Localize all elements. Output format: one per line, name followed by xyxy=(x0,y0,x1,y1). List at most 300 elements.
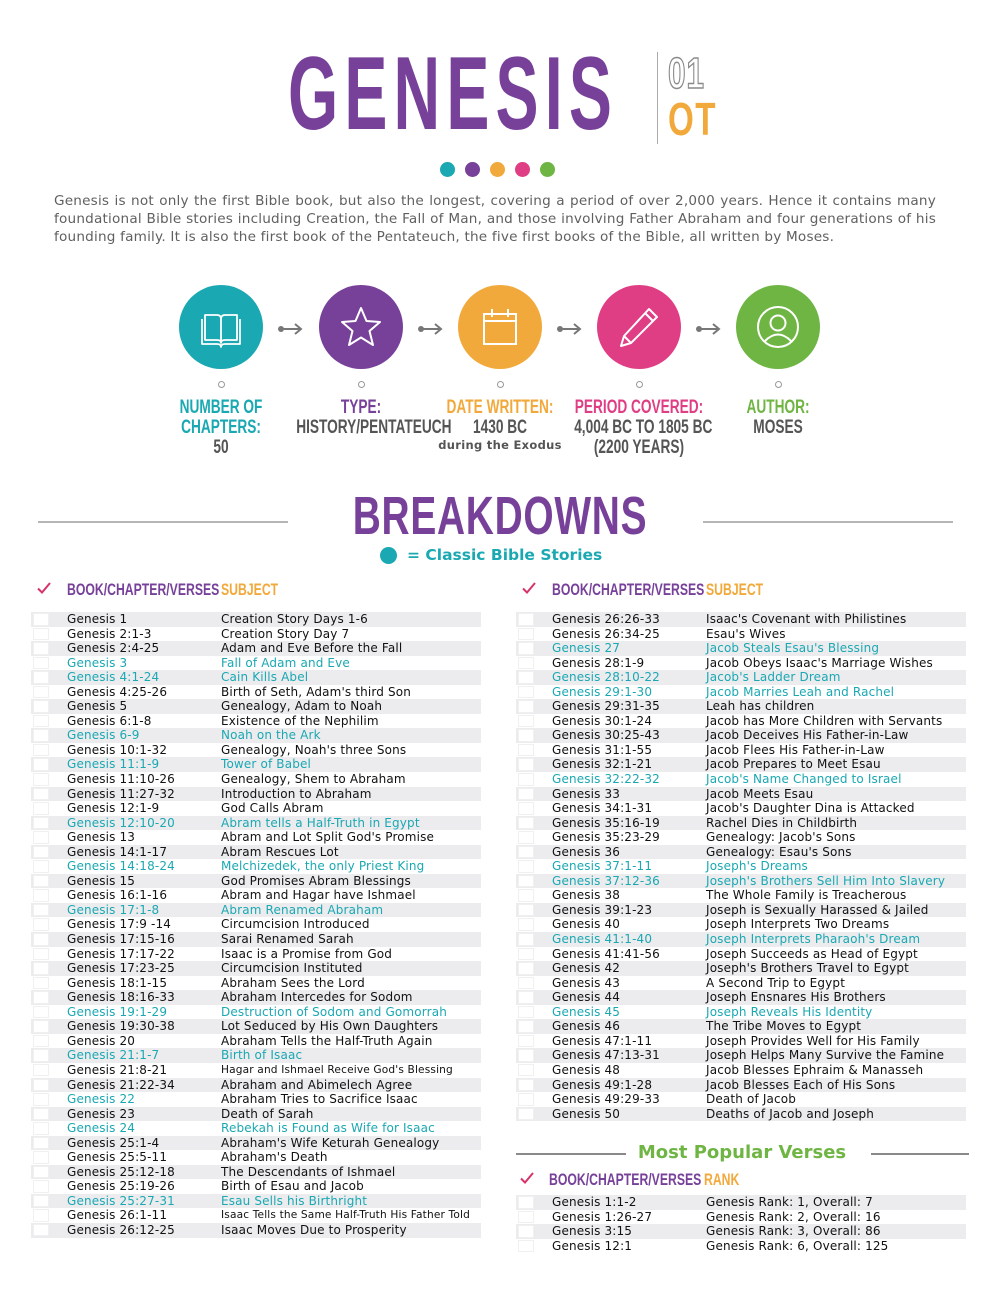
table-row xyxy=(516,947,966,962)
story-subject: Abram and Lot Split God's Promise xyxy=(221,830,435,845)
table-row xyxy=(516,874,966,889)
story-subject: Joseph Succeeds as Head of Egypt xyxy=(706,946,918,961)
book-icon xyxy=(197,303,245,351)
table-row xyxy=(516,743,966,758)
verse-reference: Genesis 38 xyxy=(552,888,621,903)
table-row xyxy=(31,830,481,845)
story-subject: Cain Kills Abel xyxy=(221,670,309,685)
verse-reference: Genesis 17:23-25 xyxy=(67,961,175,976)
row-checkbox[interactable] xyxy=(33,642,49,655)
row-checkbox[interactable] xyxy=(518,1064,534,1077)
row-checkbox[interactable] xyxy=(33,1108,49,1121)
story-subject: Genealogy, Shem to Abraham xyxy=(221,772,406,787)
verse-reference: Genesis 3:15 xyxy=(552,1224,633,1239)
info-label: PERIOD COVERED: xyxy=(574,397,704,418)
row-checkbox[interactable] xyxy=(33,1195,49,1208)
book-info-flow xyxy=(0,285,1000,465)
popular-verses-table xyxy=(516,1195,966,1253)
verse-reference: Genesis 32:22-32 xyxy=(552,772,660,787)
row-checkbox[interactable] xyxy=(33,918,49,931)
row-checkbox[interactable] xyxy=(33,1137,49,1150)
table-row xyxy=(31,1179,481,1194)
row-checkbox[interactable] xyxy=(518,613,534,626)
story-subject: Lot Seduced by His Own Daughters xyxy=(221,1019,439,1034)
popular-column-header xyxy=(519,1170,969,1192)
row-checkbox[interactable] xyxy=(33,860,49,873)
story-subject: The Descendants of Ishmael xyxy=(221,1164,396,1179)
verse-reference: Genesis 4:25-26 xyxy=(67,684,168,699)
verse-reference: Genesis 1:1-2 xyxy=(552,1195,637,1209)
row-checkbox[interactable] xyxy=(33,831,49,844)
row-checkbox[interactable] xyxy=(518,1035,534,1048)
verse-reference: Genesis 20 xyxy=(67,1033,136,1048)
row-checkbox[interactable] xyxy=(518,1196,534,1209)
verse-reference: Genesis 26:12-25 xyxy=(67,1222,175,1237)
story-subject: Jacob Blesses Each of His Sons xyxy=(706,1077,896,1092)
story-subject: Birth of Isaac xyxy=(221,1048,303,1063)
verse-reference: Genesis 14:1-17 xyxy=(67,844,168,859)
table-row xyxy=(516,1005,966,1020)
row-checkbox[interactable] xyxy=(33,671,49,684)
row-checkbox[interactable] xyxy=(518,918,534,931)
verse-reference: Genesis 17:9 -14 xyxy=(67,917,172,932)
row-checkbox[interactable] xyxy=(33,758,49,771)
row-checkbox[interactable] xyxy=(33,1049,49,1062)
rank-header: RANK xyxy=(704,1170,740,1189)
story-subject: Birth of Esau and Jacob xyxy=(221,1179,364,1194)
verse-reference: Genesis 11:10-26 xyxy=(67,772,175,787)
row-checkbox[interactable] xyxy=(33,1122,49,1135)
table-row xyxy=(516,1048,966,1063)
story-subject: The Tribe Moves to Egypt xyxy=(706,1019,862,1034)
table-row xyxy=(31,874,481,889)
story-subject: Melchizedek, the only Priest King xyxy=(221,859,425,874)
verse-reference: Genesis 13 xyxy=(67,830,136,845)
row-checkbox[interactable] xyxy=(33,744,49,757)
table-row xyxy=(516,670,966,685)
table-row xyxy=(31,961,481,976)
story-subject: Joseph Interprets Two Dreams xyxy=(706,917,890,932)
info-label: AUTHOR: xyxy=(746,397,810,418)
verse-reference: Genesis 41:1-40 xyxy=(552,932,653,947)
row-checkbox[interactable] xyxy=(518,758,534,771)
row-checkbox[interactable] xyxy=(518,860,534,873)
row-checkbox[interactable] xyxy=(518,875,534,888)
row-checkbox[interactable] xyxy=(518,1240,534,1253)
story-subject: Abraham Tells the Half-Truth Again xyxy=(221,1033,433,1048)
story-subject: Genealogy: Esau's Sons xyxy=(706,844,852,859)
table-row xyxy=(31,641,481,656)
table-row xyxy=(31,947,481,962)
row-checkbox[interactable] xyxy=(518,1211,534,1224)
story-subject: Creation Story Day 7 xyxy=(221,626,350,641)
row-checkbox[interactable] xyxy=(33,889,49,902)
story-subject: The Whole Family is Treacherous xyxy=(706,888,907,903)
table-row xyxy=(31,685,481,700)
row-checkbox[interactable] xyxy=(518,846,534,859)
user-icon xyxy=(754,303,802,351)
info-label: NUMBER OF xyxy=(179,397,263,418)
left-column-header xyxy=(36,580,486,602)
story-subject: Adam and Eve Before the Fall xyxy=(221,641,403,656)
color-dot-icon xyxy=(540,162,555,177)
story-subject: Joseph's Brothers Travel to Egypt xyxy=(706,961,909,976)
verse-reference: Genesis 47:1-11 xyxy=(552,1033,653,1048)
table-row xyxy=(516,656,966,671)
table-row xyxy=(31,932,481,947)
row-checkbox[interactable] xyxy=(518,715,534,728)
classic-story-dot-icon xyxy=(380,547,397,564)
verse-reference: Genesis 43 xyxy=(552,975,621,990)
verse-reference: Genesis 17:17-22 xyxy=(67,946,175,961)
row-checkbox[interactable] xyxy=(518,1225,534,1238)
row-checkbox[interactable] xyxy=(33,933,49,946)
row-checkbox[interactable] xyxy=(518,948,534,961)
table-row xyxy=(516,961,966,976)
row-checkbox[interactable] xyxy=(33,977,49,990)
verse-reference: Genesis 11:1-9 xyxy=(67,757,160,772)
story-subject: A Second Trip to Egypt xyxy=(706,975,846,990)
row-checkbox[interactable] xyxy=(33,1020,49,1033)
table-row xyxy=(31,787,481,802)
color-dot-icon xyxy=(515,162,530,177)
table-row xyxy=(516,1195,966,1210)
verse-reference: Genesis 30:25-43 xyxy=(552,728,660,743)
row-checkbox[interactable] xyxy=(518,657,534,670)
table-row xyxy=(516,1019,966,1034)
row-checkbox[interactable] xyxy=(518,977,534,990)
verse-reference: Genesis 24 xyxy=(67,1121,136,1136)
verse-reference: Genesis 17:15-16 xyxy=(67,932,175,947)
row-checkbox[interactable] xyxy=(33,991,49,1004)
story-subject: Joseph is Sexually Harassed & Jailed xyxy=(706,902,929,917)
verse-reference: Genesis 28:10-22 xyxy=(552,670,660,685)
row-checkbox[interactable] xyxy=(518,1093,534,1106)
info-value: (2200 YEARS) xyxy=(593,437,685,458)
table-row xyxy=(31,1092,481,1107)
row-checkbox[interactable] xyxy=(33,657,49,670)
verse-reference: Genesis 4:1-24 xyxy=(67,670,160,685)
story-subject: Joseph Interprets Pharaoh's Dream xyxy=(706,932,921,947)
table-row xyxy=(516,772,966,787)
verse-reference: Genesis 25:1-4 xyxy=(67,1135,160,1150)
row-checkbox[interactable] xyxy=(518,831,534,844)
verse-reference: Genesis 26:34-25 xyxy=(552,626,660,641)
story-subject: Destruction of Sodom and Gomorrah xyxy=(221,1004,447,1019)
row-checkbox[interactable] xyxy=(518,744,534,757)
story-subject: Abraham's Death xyxy=(221,1150,328,1165)
table-row xyxy=(31,699,481,714)
testament-label: OT xyxy=(668,93,717,145)
calendar-circle xyxy=(458,285,542,369)
breakdown-table-right xyxy=(516,612,966,1121)
story-subject: Death of Jacob xyxy=(706,1092,797,1107)
verse-reference: Genesis 31:1-55 xyxy=(552,742,653,757)
table-row xyxy=(516,641,966,656)
verse-reference: Genesis 48 xyxy=(552,1062,621,1077)
pencil-circle xyxy=(597,285,681,369)
row-checkbox[interactable] xyxy=(33,628,49,641)
subject-header: SUBJECT xyxy=(706,580,764,599)
table-row xyxy=(516,990,966,1005)
story-subject: Creation Story Days 1-6 xyxy=(221,612,368,626)
story-subject: Hagar and Ishmael Receive God's Blessing xyxy=(221,1063,453,1076)
story-subject: Abraham and Abimelech Agree xyxy=(221,1077,413,1092)
row-checkbox[interactable] xyxy=(33,1006,49,1019)
table-row xyxy=(516,1092,966,1107)
row-checkbox[interactable] xyxy=(33,846,49,859)
row-checkbox[interactable] xyxy=(518,671,534,684)
table-row xyxy=(31,1034,481,1049)
verse-reference: Genesis 39:1-23 xyxy=(552,902,653,917)
story-subject: Jacob Marries Leah and Rachel xyxy=(706,684,895,699)
verse-reference: Genesis 35:23-29 xyxy=(552,830,660,845)
legend xyxy=(380,546,602,564)
book-circle xyxy=(179,285,263,369)
table-row xyxy=(516,1210,966,1225)
table-row xyxy=(516,714,966,729)
color-dots xyxy=(440,162,555,177)
verse-reference: Genesis 42 xyxy=(552,961,621,976)
row-checkbox[interactable] xyxy=(33,1151,49,1164)
calendar-icon xyxy=(476,303,524,351)
table-row xyxy=(516,1034,966,1049)
verse-reference: Genesis 40 xyxy=(552,917,621,932)
story-subject: Isaac's Covenant with Philistines xyxy=(706,612,907,626)
row-checkbox[interactable] xyxy=(518,642,534,655)
info-label: CHAPTERS: xyxy=(181,417,261,438)
table-row xyxy=(31,743,481,758)
verse-reference: Genesis 50 xyxy=(552,1106,621,1121)
verse-reference: Genesis 6:1-8 xyxy=(67,713,152,728)
table-row xyxy=(31,627,481,642)
story-subject: Introduction to Abraham xyxy=(221,786,372,801)
verse-reference: Genesis 2:1-3 xyxy=(67,626,152,641)
row-checkbox[interactable] xyxy=(33,788,49,801)
verse-reference: Genesis 12:1 xyxy=(552,1238,633,1253)
verse-reference: Genesis 10:1-32 xyxy=(67,742,168,757)
verse-reference: Genesis 23 xyxy=(67,1106,136,1121)
table-row xyxy=(31,612,481,627)
info-value: MOSES xyxy=(753,417,803,438)
table-row xyxy=(31,845,481,860)
ring-icon xyxy=(636,381,643,388)
table-row xyxy=(516,1239,966,1254)
verse-reference: Genesis 27 xyxy=(552,641,621,656)
row-checkbox[interactable] xyxy=(33,773,49,786)
verse-reference: Genesis 6-9 xyxy=(67,728,140,743)
story-subject: Sarai Renamed Sarah xyxy=(221,932,354,947)
story-subject: Genealogy: Jacob's Sons xyxy=(706,830,856,845)
info-value: HISTORY/PENTATEUCH xyxy=(296,417,452,438)
story-subject: Tower of Babel xyxy=(221,757,311,772)
table-row xyxy=(31,1107,481,1122)
story-subject: Esau Sells his Birthright xyxy=(221,1193,368,1208)
story-subject: Abram and Hagar have Ishmael xyxy=(221,888,416,903)
table-row xyxy=(516,1063,966,1078)
table-row xyxy=(516,845,966,860)
row-checkbox[interactable] xyxy=(518,1079,534,1092)
row-checkbox[interactable] xyxy=(518,700,534,713)
table-row xyxy=(31,903,481,918)
table-row xyxy=(31,714,481,729)
row-checkbox[interactable] xyxy=(518,962,534,975)
table-row xyxy=(31,1078,481,1093)
row-checkbox[interactable] xyxy=(518,1108,534,1121)
story-subject: Esau's Wives xyxy=(706,626,786,641)
row-checkbox[interactable] xyxy=(518,991,534,1004)
table-row xyxy=(516,801,966,816)
verse-reference: Genesis 2:4-25 xyxy=(67,641,160,656)
breakdowns-title: BREAKDOWNS xyxy=(352,486,648,546)
row-checkbox[interactable] xyxy=(518,729,534,742)
row-checkbox[interactable] xyxy=(33,613,49,626)
table-row xyxy=(516,888,966,903)
verse-reference: Genesis 17:1-8 xyxy=(67,902,160,917)
table-row xyxy=(516,1107,966,1122)
row-checkbox[interactable] xyxy=(518,933,534,946)
story-subject: Jacob Deceives His Father-in-Law xyxy=(706,728,909,743)
ring-icon xyxy=(497,381,504,388)
right-column-header xyxy=(521,580,971,602)
row-checkbox[interactable] xyxy=(33,962,49,975)
table-row xyxy=(31,757,481,772)
book-number: 01 xyxy=(668,49,705,98)
book-chapter-verses-header: BOOK/CHAPTER/VERSES xyxy=(552,580,705,599)
row-checkbox[interactable] xyxy=(33,802,49,815)
table-row xyxy=(31,1136,481,1151)
verse-reference: Genesis 1:26-27 xyxy=(552,1209,653,1224)
table-row xyxy=(31,670,481,685)
ring-icon xyxy=(775,381,782,388)
row-checkbox[interactable] xyxy=(33,729,49,742)
table-row xyxy=(31,1121,481,1136)
row-checkbox[interactable] xyxy=(33,1079,49,1092)
row-checkbox[interactable] xyxy=(518,1049,534,1062)
table-row xyxy=(31,1208,481,1223)
story-subject: Jacob Steals Esau's Blessing xyxy=(706,641,880,656)
verse-reference: Genesis 25:27-31 xyxy=(67,1193,175,1208)
story-subject: Abraham Tries to Sacrifice Isaac xyxy=(221,1092,418,1107)
table-row xyxy=(31,976,481,991)
verse-reference: Genesis 14:18-24 xyxy=(67,859,175,874)
verse-reference: Genesis 49:29-33 xyxy=(552,1092,660,1107)
row-checkbox[interactable] xyxy=(518,1020,534,1033)
verse-reference: Genesis 32:1-21 xyxy=(552,757,653,772)
row-checkbox[interactable] xyxy=(33,948,49,961)
story-subject: Jacob has More Children with Servants xyxy=(706,713,943,728)
row-checkbox[interactable] xyxy=(33,875,49,888)
table-row xyxy=(516,627,966,642)
row-checkbox[interactable] xyxy=(518,686,534,699)
verse-reference: Genesis 47:13-31 xyxy=(552,1048,660,1063)
info-value: 1430 BC xyxy=(473,417,527,438)
table-row xyxy=(31,990,481,1005)
table-row xyxy=(516,903,966,918)
row-checkbox[interactable] xyxy=(518,628,534,641)
verse-reference: Genesis 19:1-29 xyxy=(67,1004,168,1019)
legend-label: = Classic Bible Stories xyxy=(407,546,603,564)
table-row xyxy=(516,699,966,714)
verse-rank: Genesis Rank: 1, Overall: 7 xyxy=(706,1195,873,1209)
table-row xyxy=(31,917,481,932)
table-row xyxy=(516,1078,966,1093)
row-checkbox[interactable] xyxy=(518,802,534,815)
row-checkbox[interactable] xyxy=(33,1035,49,1048)
verse-reference: Genesis 33 xyxy=(552,786,621,801)
verse-rank: Genesis Rank: 6, Overall: 125 xyxy=(706,1238,889,1253)
row-checkbox[interactable] xyxy=(518,817,534,830)
story-subject: Joseph Helps Many Survive the Famine xyxy=(706,1048,945,1063)
verse-reference: Genesis 3 xyxy=(67,655,128,670)
verse-reference: Genesis 37:12-36 xyxy=(552,873,660,888)
color-dot-icon xyxy=(490,162,505,177)
table-row xyxy=(31,728,481,743)
table-row xyxy=(516,859,966,874)
row-checkbox[interactable] xyxy=(33,700,49,713)
table-row xyxy=(31,1223,481,1238)
row-checkbox[interactable] xyxy=(518,889,534,902)
table-row xyxy=(31,1063,481,1078)
row-checkbox[interactable] xyxy=(518,788,534,801)
story-subject: Abraham's Wife Keturah Genealogy xyxy=(221,1135,440,1150)
row-checkbox[interactable] xyxy=(518,1006,534,1019)
verse-reference: Genesis 30:1-24 xyxy=(552,713,653,728)
row-checkbox[interactable] xyxy=(33,715,49,728)
verse-reference: Genesis 25:19-26 xyxy=(67,1179,175,1194)
verse-reference: Genesis 1 xyxy=(67,612,128,626)
row-checkbox[interactable] xyxy=(33,1209,49,1222)
table-row xyxy=(31,656,481,671)
most-popular-verses-title: Most Popular Verses xyxy=(637,1142,847,1163)
table-row xyxy=(516,816,966,831)
story-subject: Fall of Adam and Eve xyxy=(221,655,350,670)
table-row xyxy=(31,1019,481,1034)
breakdown-table-left xyxy=(31,612,481,1238)
row-checkbox[interactable] xyxy=(33,1224,49,1237)
verse-reference: Genesis 21:1-7 xyxy=(67,1048,160,1063)
story-subject: Jacob's Name Changed to Israel xyxy=(706,772,902,787)
row-checkbox[interactable] xyxy=(33,904,49,917)
story-subject: Genealogy, Noah's three Sons xyxy=(221,742,407,757)
verse-rank: Genesis Rank: 3, Overall: 86 xyxy=(706,1224,881,1239)
table-row xyxy=(516,787,966,802)
row-checkbox[interactable] xyxy=(33,1166,49,1179)
page-header xyxy=(0,36,1000,152)
row-checkbox[interactable] xyxy=(33,1093,49,1106)
story-subject: Joseph's Brothers Sell Him Into Slavery xyxy=(706,873,946,888)
verse-reference: Genesis 5 xyxy=(67,699,128,714)
story-subject: Jacob Flees His Father-in-Law xyxy=(706,742,885,757)
info-item-user xyxy=(688,285,868,438)
table-row xyxy=(516,976,966,991)
row-checkbox[interactable] xyxy=(33,1180,49,1193)
row-checkbox[interactable] xyxy=(518,904,534,917)
verse-reference: Genesis 25:12-18 xyxy=(67,1164,175,1179)
row-checkbox[interactable] xyxy=(518,773,534,786)
title-divider xyxy=(657,52,658,144)
row-checkbox[interactable] xyxy=(33,1064,49,1077)
story-subject: God Promises Abram Blessings xyxy=(221,873,411,888)
verse-reference: Genesis 49:1-28 xyxy=(552,1077,653,1092)
table-row xyxy=(31,1005,481,1020)
row-checkbox[interactable] xyxy=(33,817,49,830)
verse-reference: Genesis 11:27-32 xyxy=(67,786,175,801)
verse-reference: Genesis 35:16-19 xyxy=(552,815,660,830)
row-checkbox[interactable] xyxy=(33,686,49,699)
story-subject: Joseph Provides Well for His Family xyxy=(706,1033,920,1048)
verse-reference: Genesis 44 xyxy=(552,990,621,1005)
